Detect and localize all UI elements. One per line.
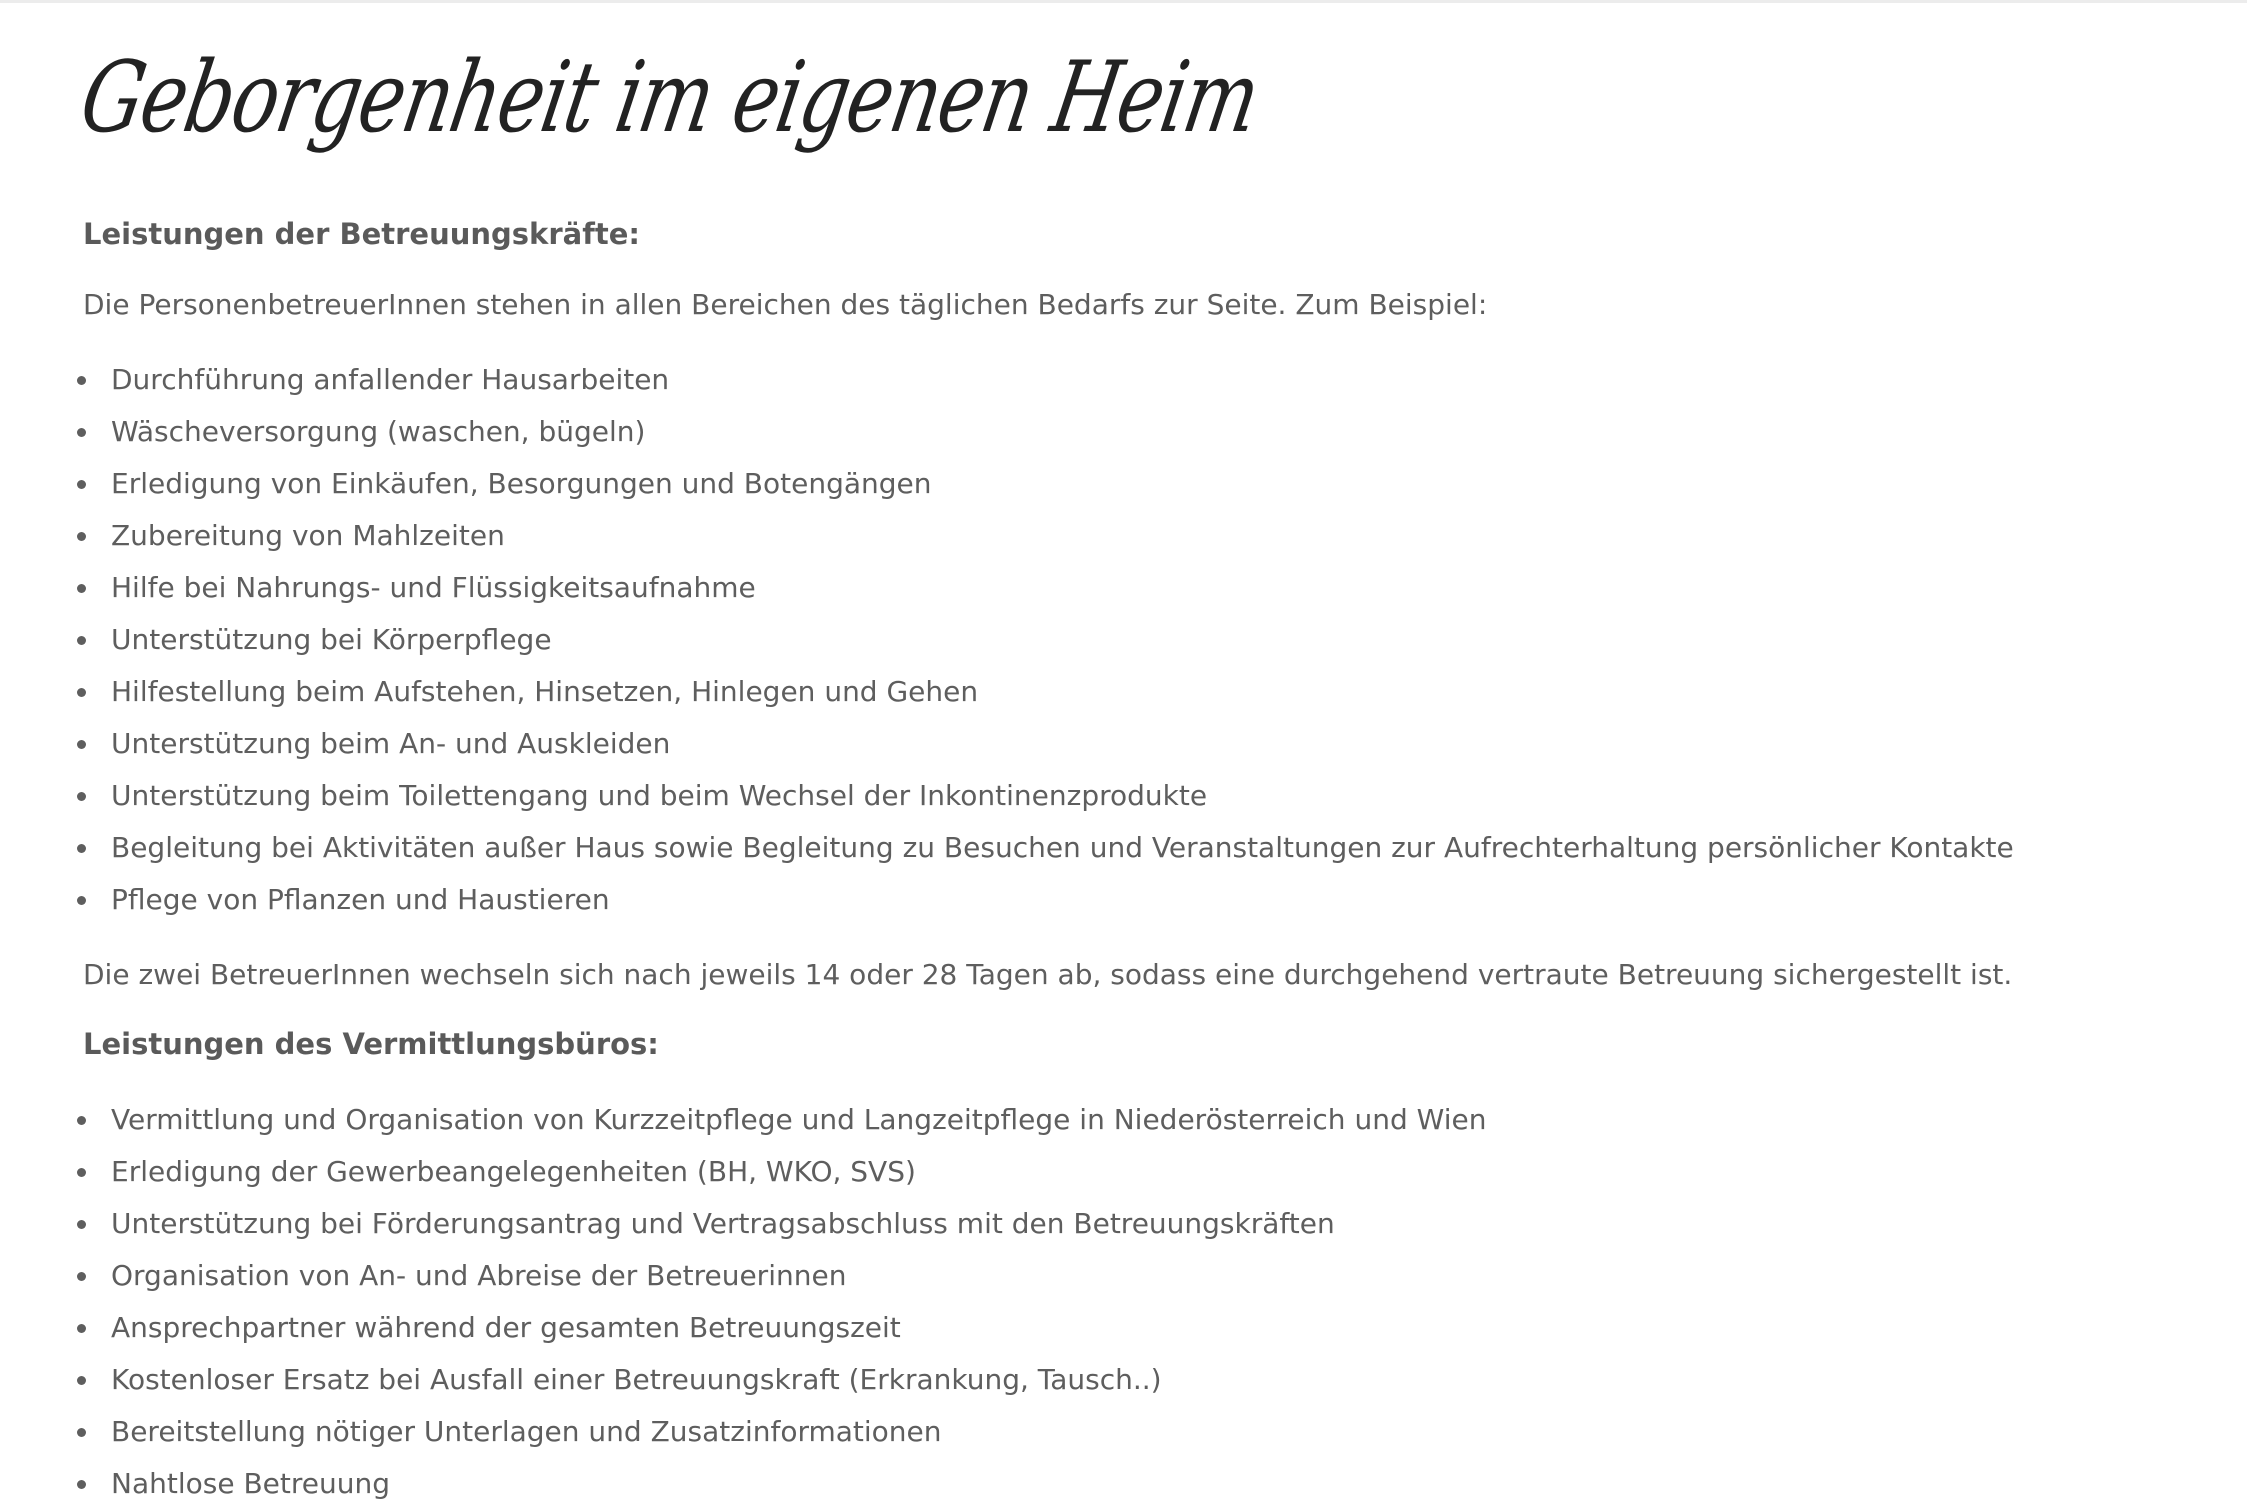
list-item-text: Unterstützung bei Förderungsantrag und Vertragsabschluss mit den Betreuungskräften bbox=[111, 1207, 1335, 1240]
list-item-text: Wäscheversorgung (waschen, bügeln) bbox=[111, 415, 646, 448]
list-item-text: Erledigung von Einkäufen, Besorgungen und Botengängen bbox=[111, 467, 932, 500]
list-item-text: Vermittlung und Organisation von Kurzzeitpflege und Langzeitpflege in Niederösterreich und Wien bbox=[111, 1103, 1487, 1136]
list-item-text: Unterstützung beim Toilettengang und beim Wechsel der Inkontinenzprodukte bbox=[111, 779, 1208, 812]
section-heading-vermittlungsbuero: Leistungen des Vermittlungsbüros: bbox=[83, 1027, 659, 1061]
bullet-icon bbox=[77, 480, 86, 489]
list-item-text: Bereitstellung nötiger Unterlagen und Zusatzinformationen bbox=[111, 1415, 942, 1448]
section-intro-text: Die PersonenbetreuerInnen stehen in allen Bereichen des täglichen Bedarfs zur Seite. Zum Beispiel: bbox=[83, 288, 1488, 321]
bullet-icon bbox=[77, 1324, 86, 1333]
bullet-icon bbox=[77, 844, 86, 853]
bullet-icon bbox=[77, 532, 86, 541]
list-item-text: Ansprechpartner während der gesamten Betreuungszeit bbox=[111, 1311, 901, 1344]
bullet-icon bbox=[77, 792, 86, 801]
bullet-icon bbox=[77, 428, 86, 437]
list-item-text: Unterstützung bei Körperpflege bbox=[111, 623, 552, 656]
bullet-icon bbox=[77, 688, 86, 697]
bullet-icon bbox=[77, 896, 86, 905]
bullet-icon bbox=[77, 636, 86, 645]
page-title: Geborgenheit im eigenen Heim bbox=[72, 41, 1267, 155]
list-item-text: Erledigung der Gewerbeangelegenheiten (BH, WKO, SVS) bbox=[111, 1155, 916, 1188]
top-divider bbox=[0, 0, 2247, 3]
bullet-icon bbox=[77, 1428, 86, 1437]
bullet-icon bbox=[77, 1168, 86, 1177]
bullet-icon bbox=[77, 1272, 86, 1281]
list-item-text: Unterstützung beim An- und Auskleiden bbox=[111, 727, 671, 760]
list-item-text: Durchführung anfallender Hausarbeiten bbox=[111, 363, 670, 396]
list-item-text: Pflege von Pflanzen und Haustieren bbox=[111, 883, 610, 916]
list-item-text: Hilfe bei Nahrungs- und Flüssigkeitsaufnahme bbox=[111, 571, 756, 604]
list-item-text: Begleitung bei Aktivitäten außer Haus sowie Begleitung zu Besuchen und Veranstaltungen zur Aufrechterhaltung persönlicher Kontakte bbox=[111, 831, 2014, 864]
list-item-text: Nahtlose Betreuung bbox=[111, 1467, 391, 1500]
bullet-icon bbox=[77, 584, 86, 593]
list-item-text: Hilfestellung beim Aufstehen, Hinsetzen, Hinlegen und Gehen bbox=[111, 675, 979, 708]
list-item-text: Kostenloser Ersatz bei Ausfall einer Betreuungskraft (Erkrankung, Tausch..) bbox=[111, 1363, 1162, 1396]
section-heading-betreuungskraefte: Leistungen der Betreuungskräfte: bbox=[83, 217, 640, 251]
section-outro-text: Die zwei BetreuerInnen wechseln sich nach jeweils 14 oder 28 Tagen ab, sodass eine durchgehend vertraute Betreuung sichergestellt ist. bbox=[83, 958, 2013, 991]
list-item-text: Organisation von An- und Abreise der Betreuerinnen bbox=[111, 1259, 847, 1292]
bullet-icon bbox=[77, 1220, 86, 1229]
bullet-icon bbox=[77, 1116, 86, 1125]
bullet-icon bbox=[77, 1376, 86, 1385]
bullet-icon bbox=[77, 1480, 86, 1489]
bullet-icon bbox=[77, 376, 86, 385]
list-item-text: Zubereitung von Mahlzeiten bbox=[111, 519, 505, 552]
bullet-icon bbox=[77, 740, 86, 749]
